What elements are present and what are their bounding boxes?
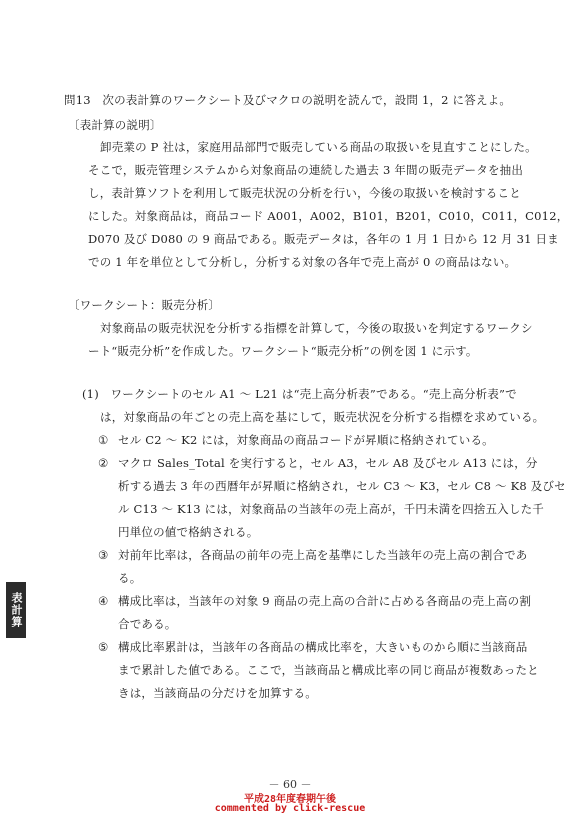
item-line: (1) ワークシートのセル A1 ～ L21 は“売上高分析表”である。“売上高分析表”で <box>82 387 517 401</box>
section-side-tab: 表計算 <box>6 582 26 638</box>
subitem-line: 対前年比率は，各商品の前年の売上高を基準にした当該年の売上高の割合であ <box>118 548 528 562</box>
section-heading-worksheet: 〔ワークシート：販売分析〕 <box>68 298 221 312</box>
question-title: 問13 次の表計算のワークシート及びマクロの説明を読んで，設問 1，2 に答えよ。 <box>64 93 512 107</box>
paragraph-line: 卸売業の P 社は，家庭用品部門で販売している商品の取扱いを見直すことにした。 <box>100 140 537 154</box>
exam-label: 平成28年度春期午後 <box>243 794 337 805</box>
subitem-line: マクロ Sales_Total を実行すると，セル A3，セル A8 及びセル A13 には，分 <box>118 456 538 470</box>
subitem-number: ③ <box>98 548 109 562</box>
paragraph-line: にした。対象商品は，商品コード A001，A002，B101，B201，C010，C011，C012， <box>88 209 569 223</box>
section-heading-spreadsheet: 〔表計算の説明〕 <box>68 118 162 132</box>
subitem-line: 構成比率は，当該年の対象 9 商品の売上高の合計に占める各商品の売上高の割 <box>118 594 532 608</box>
subitem-number: ① <box>98 433 109 447</box>
subitem-number: ⑤ <box>98 640 109 654</box>
subitem-line: ル C13 ～ K13 には，対象商品の当該年の売上高が，千円未満を四捨五入した千 <box>118 502 544 516</box>
subitem-number: ② <box>98 456 109 470</box>
subitem-number: ④ <box>98 594 109 608</box>
paragraph-line: D070 及び D080 の 9 商品である。販売データは，各年の 1 月 1 日から 12 月 31 日ま <box>88 232 559 246</box>
subitem-line: まで累計した値である。ここで，当該商品と構成比率の同じ商品が複数あったと <box>118 663 539 677</box>
subitem-line: 構成比率累計は，当該年の各商品の構成比率を，大きいものから順に当該商品 <box>118 640 528 654</box>
subitem-line: 円単位の値で格納される。 <box>118 525 259 539</box>
paragraph-line: での 1 年を単位として分析し，分析する対象の各年で売上高が 0 の商品はない。 <box>88 255 517 269</box>
paragraph-line: そこで，販売管理システムから対象商品の連続した過去 3 年間の販売データを抽出 <box>88 163 524 177</box>
subitem-line: 合である。 <box>118 617 177 631</box>
paragraph-line: ート“販売分析”を作成した。ワークシート“販売分析”の例を図 1 に示す。 <box>88 344 478 358</box>
subitem-line: セル C2 ～ K2 には，対象商品の商品コードが昇順に格納されている。 <box>118 433 494 447</box>
page-number: － 60 － <box>268 778 312 791</box>
credit-label: commented by click-rescue <box>214 803 366 814</box>
subitem-line: 析する過去 3 年の西暦年が昇順に格納され，セル C3 ～ K3，セル C8 ～ K8 及びセ <box>118 479 566 493</box>
subitem-line: きは，当該商品の分だけを加算する。 <box>118 686 317 700</box>
subitem-line: る。 <box>118 571 142 585</box>
paragraph-line: し，表計算ソフトを利用して販売状況の分析を行い，今後の取扱いを検討すること <box>88 186 521 200</box>
paragraph-line: 対象商品の販売状況を分析する指標を計算して，今後の取扱いを判定するワークシ <box>100 321 533 335</box>
item-line: は，対象商品の年ごとの売上高を基にして，販売状況を分析する指標を求めている。 <box>100 410 545 424</box>
